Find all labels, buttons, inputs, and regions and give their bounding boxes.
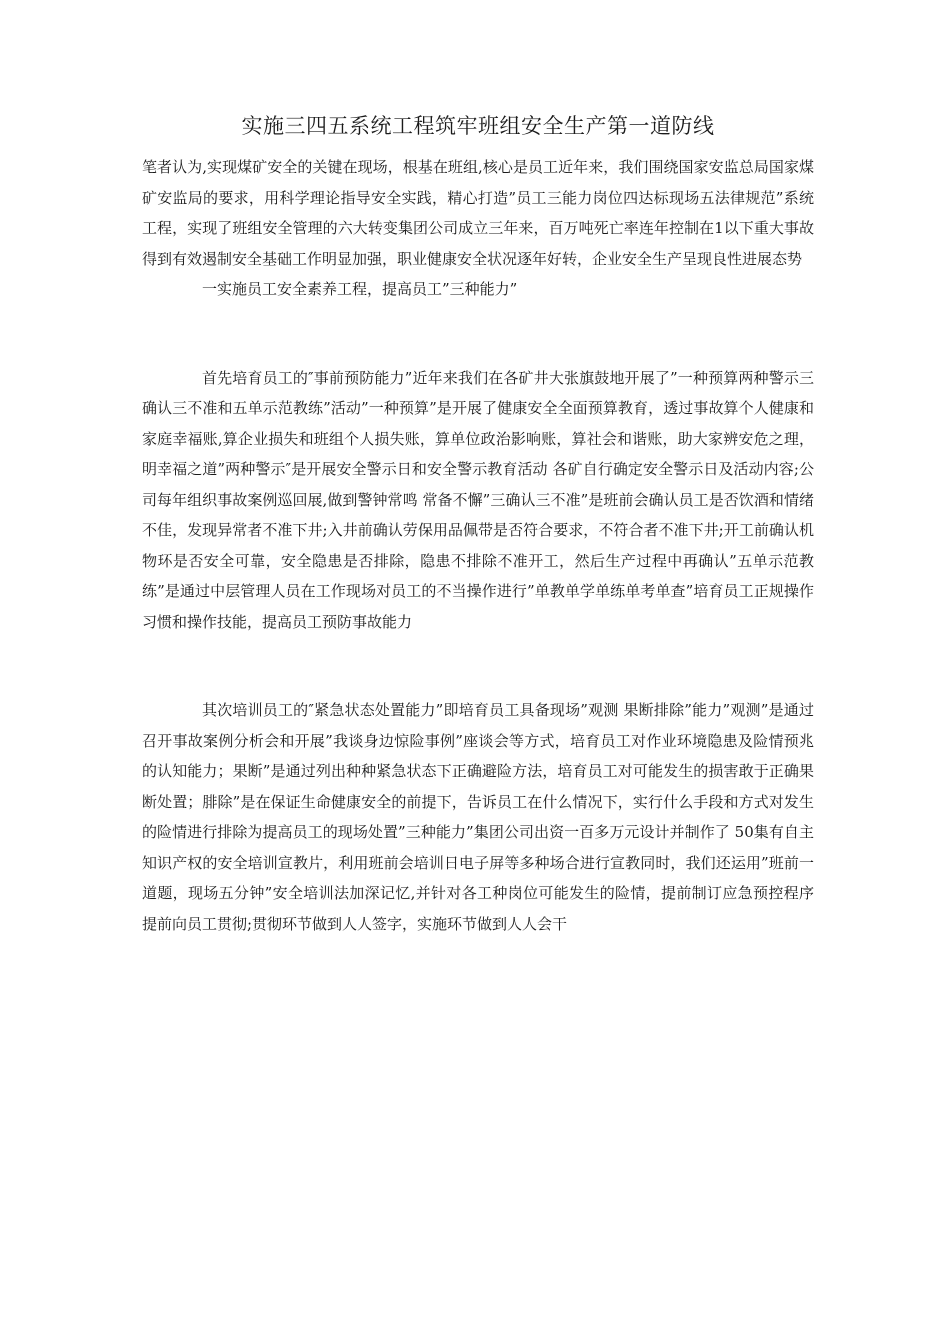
document-title: 实施三四五系统工程筑牢班组安全生产第一道防线 xyxy=(241,114,715,138)
document-page xyxy=(142,108,814,939)
body-paragraph-2: 其次培训员工的″紧急状态处置能力”即培育员工具备现场”观测 果断排除”能力”观测”是通过召开事故案例分析会和开展”我谈身边惊险事例”座谈会等方式，培育员工对作业环境隐患及险情预兆的认知能力；果断”是通过列出种种紧急状态下正确避险方法，培育员工对可能发生的损害敢于正确果断处置；腓除”是在保证生命健康安全的前提下，告诉员工在什么情况下，实行什么手段和方式对发生的险情进行排除为提高员工的现场处置”三种能力”集团公司出资一百多万元设计并制作了 50集有自主知识产权的安全培训宣教片，利用班前会培训日电子屏等多种场合进行宣教同时，我们还运用”班前一道题，现场五分钟”安全培训法加深记忆,并针对各工种岗位可能发生的险情，提前制订应急预控程序提前向员工贯彻;贯彻环节做到人人签字，实施环节做到人人会干 xyxy=(142,701,814,933)
intro-paragraph: 笔者认为,实现煤矿安全的关键在现场，根基在班组,核心是员工近年来，我们围绕国家安监总局国家煤矿安监局的要求，用科学理论指导安全实践，精心打造”员工三能力岗位四达标现场五法律规范”系统工程，实现了班组安全管理的六大转变集团公司成立三年来，百万吨死亡率连年控制在1以下重大事故得到有效遏制安全基础工作明显加强，职业健康安全状况逐年好转，企业安全生产呈现良性进展态势 xyxy=(142,158,814,268)
body-paragraph-1: 首先培育员工的″事前预防能力”近年来我们在各矿井大张旗鼓地开展了”一种预算两种警示三确认三不准和五单示范教练”活动”一种预算”是开展了健康安全全面预算教育，透过事故算个人健康和家庭幸福账,算企业损失和班组个人损失账，算单位政治影响账，算社会和谐账，助大家辨安危之理，明幸福之道”两种警示″是开展安全警示日和安全警示教育活动 各矿自行确定安全警示日及活动内容;公司每年组织事故案例巡回展,做到警钟常鸣 常备不懈”三确认三不准”是班前会确认员工是否饮酒和情绪不佳，发现异常者不准下井;入井前确认劳保用品佩带是否符合要求，不符合者不准下井;开工前确认机物环是否安全可靠，安全隐患是否排除，隐患不排除不准开工，然后生产过程中再确认”五单示范教练”是通过中层管理人员在工作现场对员工的不当操作进行”单教单学单练单考单查”培育员工正规操作习惯和操作技能，提高员工预防事故能力 xyxy=(142,368,814,631)
section-heading: 一实施员工安全素养工程，提高员工”三种能力” xyxy=(202,280,518,298)
